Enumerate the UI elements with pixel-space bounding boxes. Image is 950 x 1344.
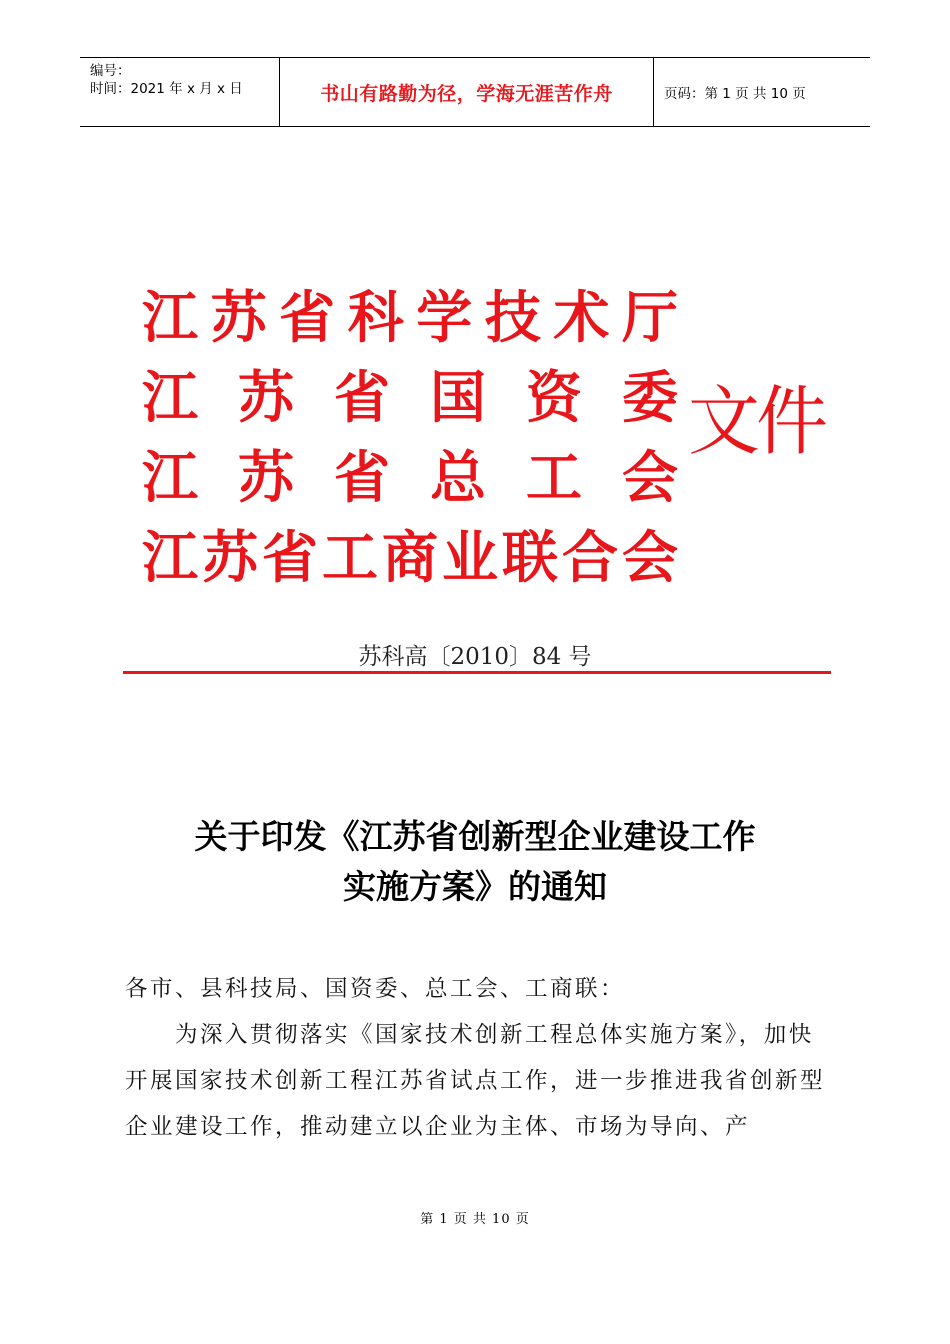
issuer-char: 委	[622, 365, 678, 431]
time-label: 时间：2021 年 x 月 x 日	[90, 81, 243, 97]
issuer-line	[140, 285, 680, 351]
document-number: 苏科高〔2010〕84 号	[358, 644, 592, 670]
red-divider	[123, 671, 831, 674]
issuer-line	[140, 365, 680, 431]
issuer-char: 苏	[238, 445, 294, 511]
header-meta	[80, 58, 280, 126]
issuer-char: 国	[430, 365, 486, 431]
issuer-char: 会	[622, 525, 678, 591]
issuer-char: 合	[562, 525, 618, 591]
issuer-char: 联	[502, 525, 558, 591]
document-suffix: 文件	[688, 376, 825, 466]
title-line-1: 关于印发《江苏省创新型企业建设工作	[194, 817, 756, 856]
issuer-char: 江	[142, 285, 198, 351]
issuer-char: 江	[142, 365, 198, 431]
document-title	[0, 812, 950, 912]
header-page-info: 页码：第 1 页 共 10 页	[664, 86, 806, 102]
issuer-char: 省	[334, 365, 390, 431]
issuer-char: 省	[262, 525, 318, 591]
body-paragraph: 为深入贯彻落实《国家技术创新工程总体实施方案》，加快开展国家技术创新工程江苏省试点工作，进一步推进我省创新型企业建设工作，推动建立以企业为主体、市场为导向、产	[125, 1022, 826, 1140]
issuer-char: 省	[334, 445, 390, 511]
issuer-char: 厅	[621, 285, 678, 351]
issuer-char: 业	[442, 525, 498, 591]
document-body	[125, 966, 830, 1150]
issuer-char: 江	[142, 445, 198, 511]
issuer-char: 江	[142, 525, 198, 591]
issuer-char: 工	[322, 525, 378, 591]
issuer-char: 苏	[202, 525, 258, 591]
issuing-authorities	[140, 285, 680, 605]
issuer-char: 省	[279, 285, 336, 351]
issuer-char: 资	[526, 365, 582, 431]
page-header	[80, 57, 870, 127]
issuer-char: 会	[622, 445, 678, 511]
issuer-char: 工	[526, 445, 582, 511]
page-footer: 第 1 页 共 10 页	[420, 1212, 530, 1227]
issuer-char: 总	[430, 445, 486, 511]
issuer-char: 技	[484, 285, 541, 351]
issuer-char: 苏	[210, 285, 267, 351]
issuer-char: 科	[347, 285, 404, 351]
header-motto: 书山有路勤为径，学海无涯苦作舟	[280, 58, 654, 126]
issuer-char: 商	[382, 525, 438, 591]
issuer-char: 学	[416, 285, 473, 351]
salutation: 各市、县科技局、国资委、总工会、工商联：	[125, 976, 626, 1002]
issuer-line	[140, 525, 680, 591]
number-label: 编号：	[90, 63, 131, 79]
issuer-char: 术	[553, 285, 610, 351]
issuer-line	[140, 445, 680, 511]
title-line-2: 实施方案》的通知	[343, 867, 607, 906]
issuer-char: 苏	[238, 365, 294, 431]
